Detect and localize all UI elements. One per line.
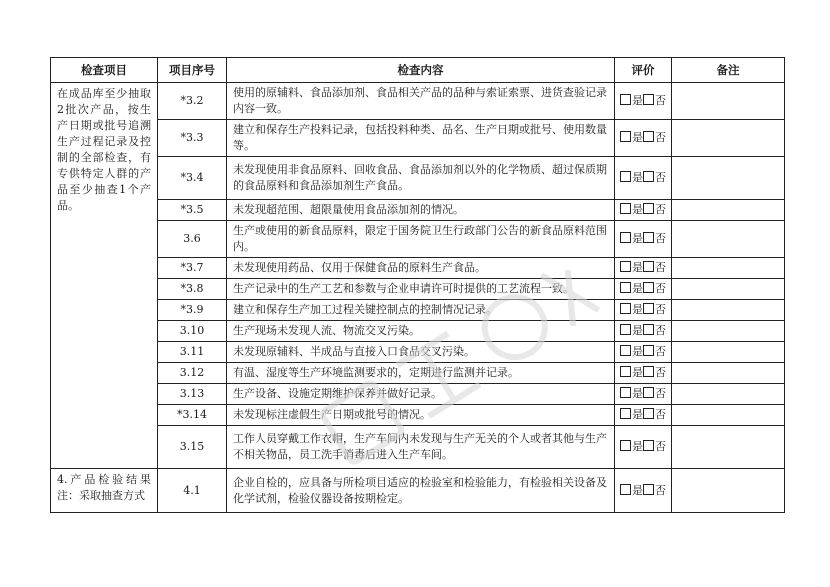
no-label: 否 <box>655 232 666 245</box>
table-row <box>51 200 785 221</box>
yes-label: 是 <box>632 131 643 144</box>
remarks-cell[interactable] <box>672 363 785 384</box>
no-checkbox[interactable] <box>643 171 654 182</box>
no-label: 否 <box>655 203 666 216</box>
evaluation-cell <box>615 157 672 200</box>
inspection-form <box>50 57 784 513</box>
table-row <box>51 157 785 200</box>
remarks-cell[interactable] <box>672 157 785 200</box>
no-label: 否 <box>655 282 666 295</box>
table-row <box>51 279 785 300</box>
no-checkbox[interactable] <box>643 387 654 398</box>
yes-checkbox[interactable] <box>620 345 631 356</box>
yes-label: 是 <box>632 345 643 358</box>
no-checkbox[interactable] <box>643 282 654 293</box>
evaluation-cell <box>615 120 672 157</box>
evaluation-cell <box>615 321 672 342</box>
yes-checkbox[interactable] <box>620 408 631 419</box>
category-sampling: 在成品库至少抽取2批次产品，按生产日期或批号追溯生产过程记录及控制的全部检查，有专供特定人群的产品至少抽查1个产品。 <box>51 83 158 469</box>
no-label: 否 <box>655 131 666 144</box>
item-number: *3.8 <box>158 279 227 300</box>
yes-label: 是 <box>632 483 643 497</box>
evaluation-cell <box>615 384 672 405</box>
item-content: 未发现超范围、超限量使用食品添加剂的情况。 <box>227 200 615 221</box>
remarks-cell[interactable] <box>672 426 785 469</box>
item-number: *3.2 <box>158 83 227 120</box>
inspection-table <box>50 57 785 513</box>
remarks-cell[interactable] <box>672 221 785 258</box>
item-content: 未发现原辅料、半成品与直接入口食品交叉污染。 <box>227 342 615 363</box>
no-label: 否 <box>655 94 666 107</box>
no-label: 否 <box>655 440 666 453</box>
no-checkbox[interactable] <box>643 324 654 335</box>
no-checkbox[interactable] <box>643 203 654 214</box>
remarks-cell[interactable] <box>672 120 785 157</box>
category-inspection: 4.产品检验结果注：采取抽查方式 <box>51 469 158 513</box>
yes-label: 是 <box>632 282 643 295</box>
yes-label: 是 <box>632 232 643 245</box>
item-number: 3.15 <box>158 426 227 469</box>
table-body <box>51 83 785 513</box>
table-row <box>51 342 785 363</box>
item-number: 3.12 <box>158 363 227 384</box>
table-row <box>51 384 785 405</box>
yes-checkbox[interactable] <box>620 324 631 335</box>
evaluation-cell <box>615 300 672 321</box>
evaluation-cell <box>615 426 672 469</box>
remarks-cell[interactable] <box>672 321 785 342</box>
item-content: 生产现场未发现人流、物流交叉污染。 <box>227 321 615 342</box>
no-label: 否 <box>655 366 666 379</box>
yes-label: 是 <box>632 366 643 379</box>
item-number: *3.5 <box>158 200 227 221</box>
item-number: *3.4 <box>158 157 227 200</box>
yes-label: 是 <box>632 261 643 274</box>
table-row <box>51 469 785 513</box>
no-checkbox[interactable] <box>643 408 654 419</box>
item-content: 生产或使用的新食品原料，限定于国务院卫生行政部门公告的新食品原料范围内。 <box>227 221 615 258</box>
yes-checkbox[interactable] <box>620 171 631 182</box>
evaluation-cell <box>615 469 672 513</box>
yes-label: 是 <box>632 203 643 216</box>
no-checkbox[interactable] <box>643 94 654 105</box>
yes-checkbox[interactable] <box>620 484 631 495</box>
remarks-cell[interactable] <box>672 258 785 279</box>
table-row <box>51 258 785 279</box>
table-row <box>51 83 785 120</box>
yes-checkbox[interactable] <box>620 303 631 314</box>
no-label: 否 <box>655 171 666 184</box>
evaluation-cell <box>615 83 672 120</box>
yes-label: 是 <box>632 408 643 421</box>
item-content: 使用的原辅料、食品添加剂、食品相关产品的品种与索证索票、进货查验记录内容一致。 <box>227 83 615 120</box>
remarks-cell[interactable] <box>672 83 785 120</box>
header-item: 检查项目 <box>51 58 158 83</box>
table-row <box>51 221 785 258</box>
yes-checkbox[interactable] <box>620 94 631 105</box>
item-content: 工作人员穿戴工作衣帽，生产车间内未发现与生产无关的个人或者其他与生产不相关物品，员工洗手消毒后进入生产车间。 <box>227 426 615 469</box>
evaluation-cell <box>615 405 672 426</box>
no-label: 否 <box>655 261 666 274</box>
remarks-cell[interactable] <box>672 300 785 321</box>
no-label: 否 <box>655 345 666 358</box>
no-label: 否 <box>655 324 666 337</box>
no-label: 否 <box>655 387 666 400</box>
table-row <box>51 300 785 321</box>
table-row <box>51 363 785 384</box>
item-number: 3.13 <box>158 384 227 405</box>
remarks-cell[interactable] <box>672 342 785 363</box>
no-checkbox[interactable] <box>643 440 654 451</box>
item-number: 3.6 <box>158 221 227 258</box>
item-content: 未发现标注虚假生产日期或批号的情况。 <box>227 405 615 426</box>
item-content: 未发现使用非食品原料、回收食品、食品添加剂以外的化学物质、超过保质期的食品原料和食品添加剂生产食品。 <box>227 157 615 200</box>
no-checkbox[interactable] <box>643 232 654 243</box>
remarks-cell[interactable] <box>672 405 785 426</box>
item-content: 建立和保存生产投料记录，包括投料种类、品名、生产日期或批号、使用数量等。 <box>227 120 615 157</box>
no-checkbox[interactable] <box>643 484 654 495</box>
yes-checkbox[interactable] <box>620 440 631 451</box>
item-content: 有温、湿度等生产环境监测要求的，定期进行监测并记录。 <box>227 363 615 384</box>
evaluation-cell <box>615 363 672 384</box>
header-content: 检查内容 <box>227 58 615 83</box>
yes-checkbox[interactable] <box>620 203 631 214</box>
no-checkbox[interactable] <box>643 131 654 142</box>
no-checkbox[interactable] <box>643 303 654 314</box>
no-label: 否 <box>655 408 666 421</box>
yes-checkbox[interactable] <box>620 282 631 293</box>
item-number: *3.14 <box>158 405 227 426</box>
remarks-cell[interactable] <box>672 469 785 513</box>
evaluation-cell <box>615 279 672 300</box>
evaluation-cell <box>615 342 672 363</box>
yes-label: 是 <box>632 303 643 316</box>
item-number: 3.10 <box>158 321 227 342</box>
header-eval: 评价 <box>615 58 672 83</box>
item-content: 企业自检的，应具备与所检项目适应的检验室和检验能力，有检验相关设备及化学试剂，检验仪器设备按期检定。 <box>227 469 615 513</box>
item-content: 建立和保存生产加工过程关键控制点的控制情况记录。 <box>227 300 615 321</box>
no-checkbox[interactable] <box>643 261 654 272</box>
item-number: *3.7 <box>158 258 227 279</box>
yes-checkbox[interactable] <box>620 387 631 398</box>
table-row <box>51 426 785 469</box>
remarks-cell[interactable] <box>672 384 785 405</box>
item-number: *3.9 <box>158 300 227 321</box>
table-row <box>51 321 785 342</box>
remarks-cell[interactable] <box>672 200 785 221</box>
evaluation-cell <box>615 221 672 258</box>
item-content: 生产设备、设施定期维护保养并做好记录。 <box>227 384 615 405</box>
item-content: 生产记录中的生产工艺和参数与企业申请许可时提供的工艺流程一致。 <box>227 279 615 300</box>
no-label: 否 <box>655 303 666 316</box>
item-number: 3.11 <box>158 342 227 363</box>
item-number: 4.1 <box>158 469 227 513</box>
yes-checkbox[interactable] <box>620 232 631 243</box>
item-content: 未发现使用药品、仅用于保健食品的原料生产食品。 <box>227 258 615 279</box>
yes-checkbox[interactable] <box>620 131 631 142</box>
header-row <box>51 58 785 83</box>
header-note: 备注 <box>672 58 785 83</box>
yes-checkbox[interactable] <box>620 261 631 272</box>
table-row <box>51 120 785 157</box>
evaluation-cell <box>615 258 672 279</box>
yes-label: 是 <box>632 171 643 184</box>
yes-checkbox[interactable] <box>620 366 631 377</box>
item-number: *3.3 <box>158 120 227 157</box>
remarks-cell[interactable] <box>672 279 785 300</box>
no-checkbox[interactable] <box>643 345 654 356</box>
no-checkbox[interactable] <box>643 366 654 377</box>
yes-label: 是 <box>632 94 643 107</box>
yes-label: 是 <box>632 440 643 453</box>
evaluation-cell <box>615 200 672 221</box>
no-label: 否 <box>655 483 666 497</box>
table-row <box>51 405 785 426</box>
header-seq: 项目序号 <box>158 58 227 83</box>
yes-label: 是 <box>632 324 643 337</box>
yes-label: 是 <box>632 387 643 400</box>
